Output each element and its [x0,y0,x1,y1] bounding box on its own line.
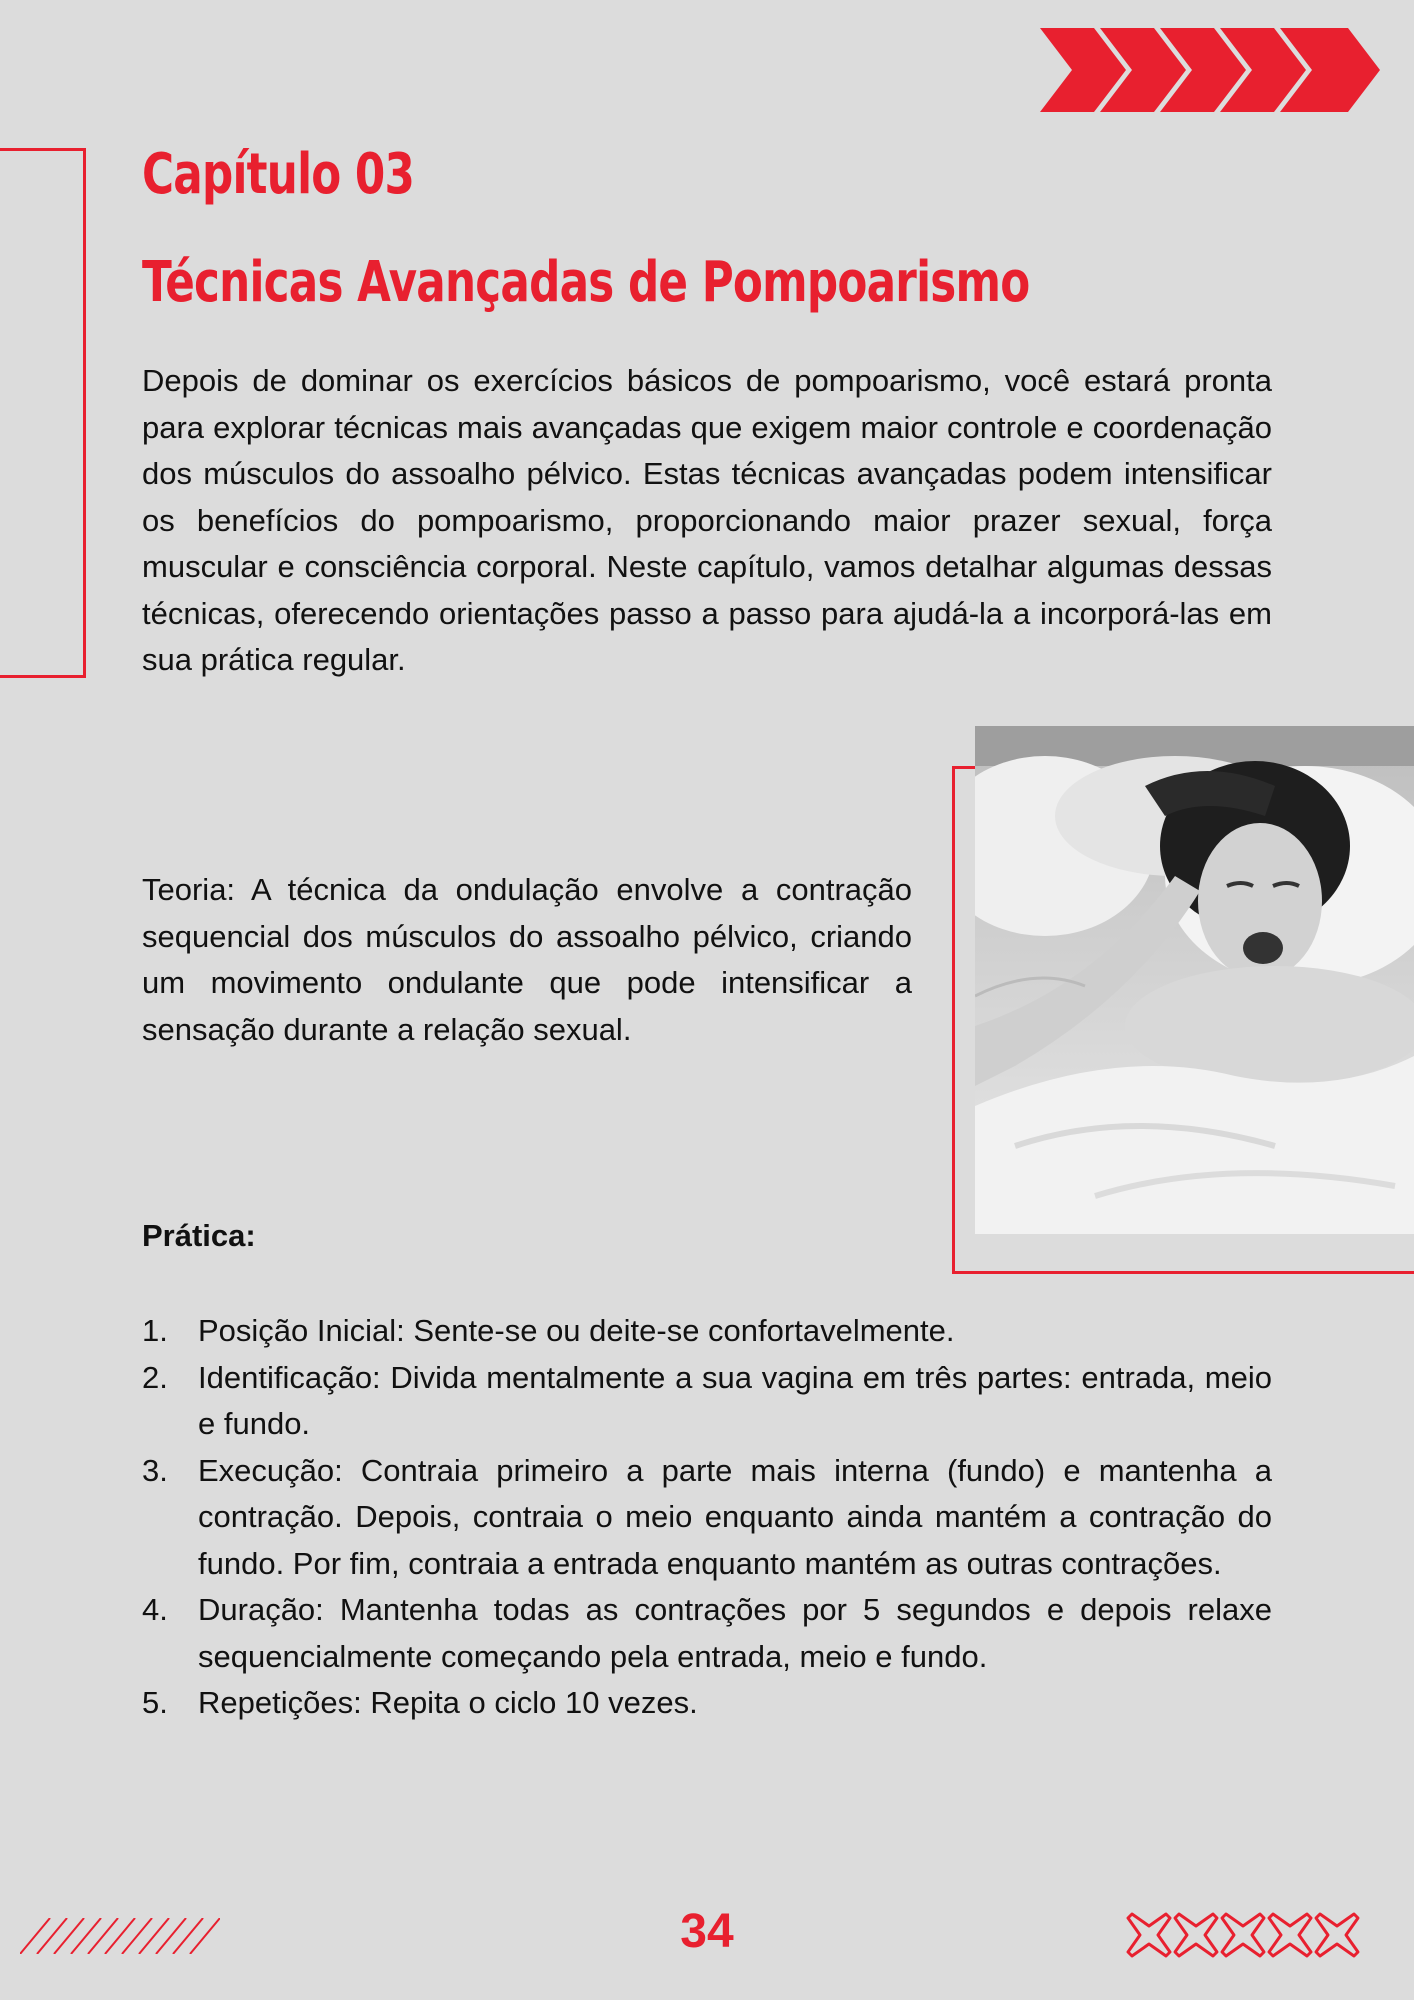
chapter-title: Capítulo 03 [142,142,415,207]
step-text: Execução: Contraia primeiro a parte mais interna (fundo) e mantenha a contração. Depois, contraia o meio enquanto ainda mantém a contração do fundo. Por fim, contraia a entrada enquanto mantém as outras contrações. [198,1452,1272,1581]
step-text: Identificação: Divida mentalmente a sua vagina em três partes: entrada, meio e fundo. [198,1359,1272,1441]
list-item [142,1308,1272,1355]
slash-lines-decoration [20,1918,220,1954]
chevron-arrows-decoration [1040,28,1380,112]
step-number: 5. [142,1685,168,1720]
left-outline-frame [0,148,86,678]
theory-paragraph: Teoria: A técnica da ondulação envolve a contração sequencial dos músculos do assoalho pélvico, criando um movimento ondulante que pode intensificar a sensação durante a relação sexual. [142,872,912,1047]
list-item [142,1587,1272,1680]
step-number: 4. [142,1592,168,1627]
woman-in-bed-photo [975,726,1414,1234]
page-number: 34 [680,1905,734,1958]
list-item [142,1448,1272,1588]
step-text: Duração: Mantenha todas as contrações por 5 segundos e depois relaxe sequencialmente começando pela entrada, meio e fundo. [198,1592,1272,1674]
step-text: Posição Inicial: Sente-se ou deite-se confortavelmente. [198,1313,955,1348]
list-item [142,1680,1272,1727]
practice-steps-list [142,1308,1272,1727]
list-item [142,1355,1272,1448]
intro-paragraph: Depois de dominar os exercícios básicos de pompoarismo, você estará pronta para explorar técnicas mais avançadas que exigem maior controle e coordenação dos músculos do assoalho pélvico. Estas técnicas avançadas podem intensificar os benefícios do pompoarismo, proporcionando maior prazer sexual, força muscular e consciência corporal. Neste capítulo, vamos detalhar algumas dessas técnicas, oferecendo orientações passo a passo para ajudá-la a incorporá-las em sua prática regular. [142,363,1272,677]
cross-marks-decoration [1126,1912,1364,1958]
practice-heading: Prática: [142,1218,256,1253]
step-number: 2. [142,1359,168,1395]
step-number: 3. [142,1452,168,1488]
section-title: Técnicas Avançadas de Pompoarismo [142,250,1030,315]
step-number: 1. [142,1313,168,1348]
step-text: Repetições: Repita o ciclo 10 vezes. [198,1685,698,1720]
